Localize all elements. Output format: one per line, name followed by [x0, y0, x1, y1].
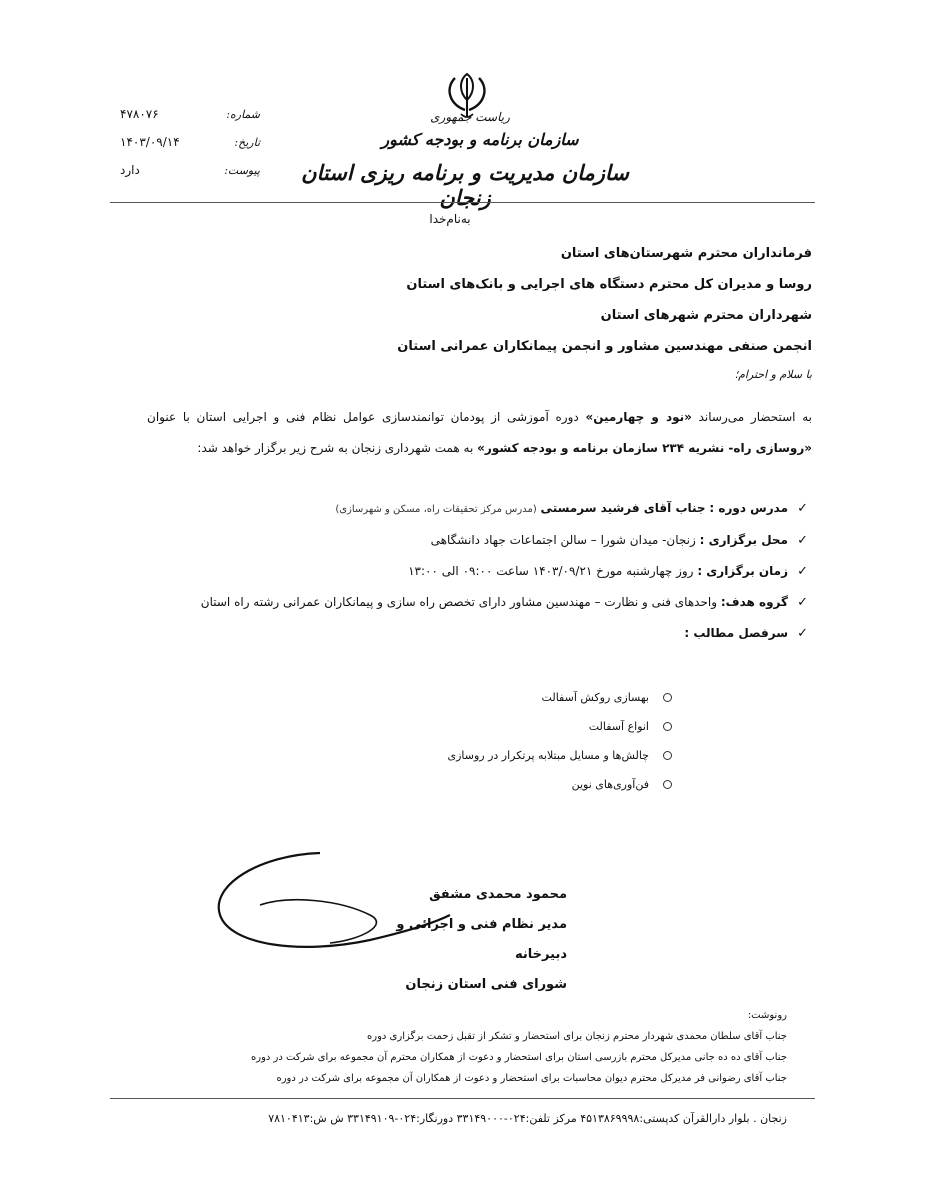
footer-divider: [110, 1098, 815, 1099]
cc-title: رونوشت:: [747, 1010, 787, 1021]
course-details: [122, 493, 812, 649]
item-value: جناب آقای فرشید سرمستی: [540, 501, 706, 515]
subtopic-label: چالش‌ها و مسایل مبتلابه پرتکرار در روسازی: [447, 749, 649, 762]
meta-date-value: ۱۴۰۳/۰۹/۱۴: [120, 135, 180, 149]
body-text-1: به استحضار می‌رساند: [698, 410, 812, 424]
cc-section: [87, 1005, 787, 1089]
item-key: محل برگزاری :: [699, 533, 788, 547]
header-divider: [110, 202, 815, 203]
greeting: با سلام و احترام؛: [734, 368, 812, 381]
letter-meta: [120, 100, 260, 184]
cc-line: جناب آقای رضوانی فر مدیرکل محترم دیوان محاسبات برای استحضار و دعوت از همکاران آن مجموعه برای شرکت در دوره: [276, 1073, 787, 1084]
letter-body: [147, 402, 812, 464]
meta-number-value: ۴۷۸۰۷۶: [120, 107, 159, 121]
item-value: واحدهای فنی و نظارت – مهندسین مشاور دارای تخصص راه سازی و پیمانکاران عمرانی رشته راه استان: [200, 595, 718, 609]
item-key: مدرس دوره :: [709, 501, 788, 515]
signatory-title: مدیر نظام فنی و اجرائی و دبیرخانه: [396, 917, 567, 962]
body-text-2: دوره آموزشی از پودمان توانمندسازی عوامل نظام فنی و اجرایی استان با عنوان: [147, 410, 579, 424]
circle-bullet-icon: [663, 722, 672, 731]
subtopic-label: فن‌آوری‌های نوین: [571, 778, 649, 791]
body-bold-2: «روسازی راه- نشریه ۲۳۴ سازمان برنامه و بودجه کشور»: [477, 441, 812, 455]
checkmark-icon: ✓: [797, 533, 808, 548]
item-value: زنجان- میدان شورا – سالن اجتماعات جهاد دانشگاهی: [430, 533, 696, 547]
checkmark-icon: ✓: [797, 626, 808, 641]
basmala: به‌نام‌خدا: [429, 212, 471, 226]
signatory-block: [347, 880, 567, 1000]
body-text-3: به همت شهرداری زنجان به شرح زیر برگزار خواهد شد:: [197, 441, 474, 455]
addressee: فرمانداران محترم شهرستان‌های استان: [560, 246, 812, 261]
checkmark-icon: ✓: [797, 564, 808, 579]
circle-bullet-icon: [663, 751, 672, 760]
circle-bullet-icon: [663, 780, 672, 789]
org-provincial: سازمان مدیریت و برنامه ریزی استان زنجان: [301, 160, 629, 210]
subtopic-label: بهسازی روکش آسفالت: [541, 691, 649, 704]
meta-attachment-row: [120, 156, 260, 184]
footer-address: زنجان . بلوار دارالقرآن کدپستی:۴۵۱۳۸۶۹۹۹۸ مرکز تلفن:۰۲۴-۳۳۱۴۹۰۰۰ دورنگار:۰۲۴-۳۳۱۴۹۱۰۹ ش ش:۷۸۱۰۴۱۳: [268, 1112, 787, 1125]
meta-attachment-label: پیوست:: [224, 163, 260, 177]
item-key: سرفصل مطالب :: [684, 626, 788, 640]
item-key: گروه هدف:: [720, 595, 788, 609]
subtopic-label: انواع آسفالت: [588, 720, 649, 733]
org-national: سازمان برنامه و بودجه کشور: [381, 130, 579, 149]
list-item: [122, 556, 812, 587]
subtopic-list: [447, 683, 672, 799]
addressee: شهرداران محترم شهرهای استان: [600, 308, 812, 323]
checkmark-icon: ✓: [797, 595, 808, 610]
item-key: زمان برگزاری :: [697, 564, 788, 578]
cc-line: جناب آقای ده ده جانی مدیرکل محترم بازرسی استان برای استحضار و دعوت از همکاران محترم آن مجموعه برای شرکت در دوره: [251, 1052, 787, 1063]
meta-date-label: تاریخ:: [234, 135, 260, 149]
addressee-list: [112, 238, 812, 362]
meta-attachment-value: دارد: [120, 163, 140, 177]
list-item: [122, 525, 812, 556]
cc-line: جناب آقای سلطان محمدی شهردار محترم زنجان برای استحضار و تشکر از تقبل زحمت برگزاری دوره: [367, 1031, 787, 1042]
list-item: [122, 587, 812, 618]
list-item: [447, 712, 672, 741]
list-item: [122, 618, 812, 649]
addressee: روسا و مدیران کل محترم دستگاه های اجرایی و بانک‌های استان: [406, 277, 812, 292]
checkmark-icon: ✓: [797, 501, 808, 516]
meta-number-label: شماره:: [226, 107, 260, 121]
list-item: [447, 741, 672, 770]
item-value: روز چهارشنبه مورخ ۱۴۰۳/۰۹/۲۱ ساعت ۰۹:۰۰ الی ۱۳:۰۰: [408, 564, 694, 578]
body-bold-1: «نود و چهارمین»: [585, 410, 692, 424]
org-presidency: ریاست جمهوری: [430, 110, 510, 124]
list-item: [447, 683, 672, 712]
meta-date-row: [120, 128, 260, 156]
item-note: (مدرس مرکز تحقیقات راه، مسکن و شهرسازی): [335, 504, 537, 515]
signatory-name: محمود محمدی مشفق: [429, 887, 567, 902]
addressee: انجمن صنفی مهندسین مشاور و انجمن پیمانکاران عمرانی استان: [397, 339, 812, 354]
meta-number-row: [120, 100, 260, 128]
circle-bullet-icon: [663, 693, 672, 702]
signatory-title: شورای فنی استان زنجان: [405, 977, 567, 992]
list-item: [447, 770, 672, 799]
list-item: [122, 493, 812, 525]
